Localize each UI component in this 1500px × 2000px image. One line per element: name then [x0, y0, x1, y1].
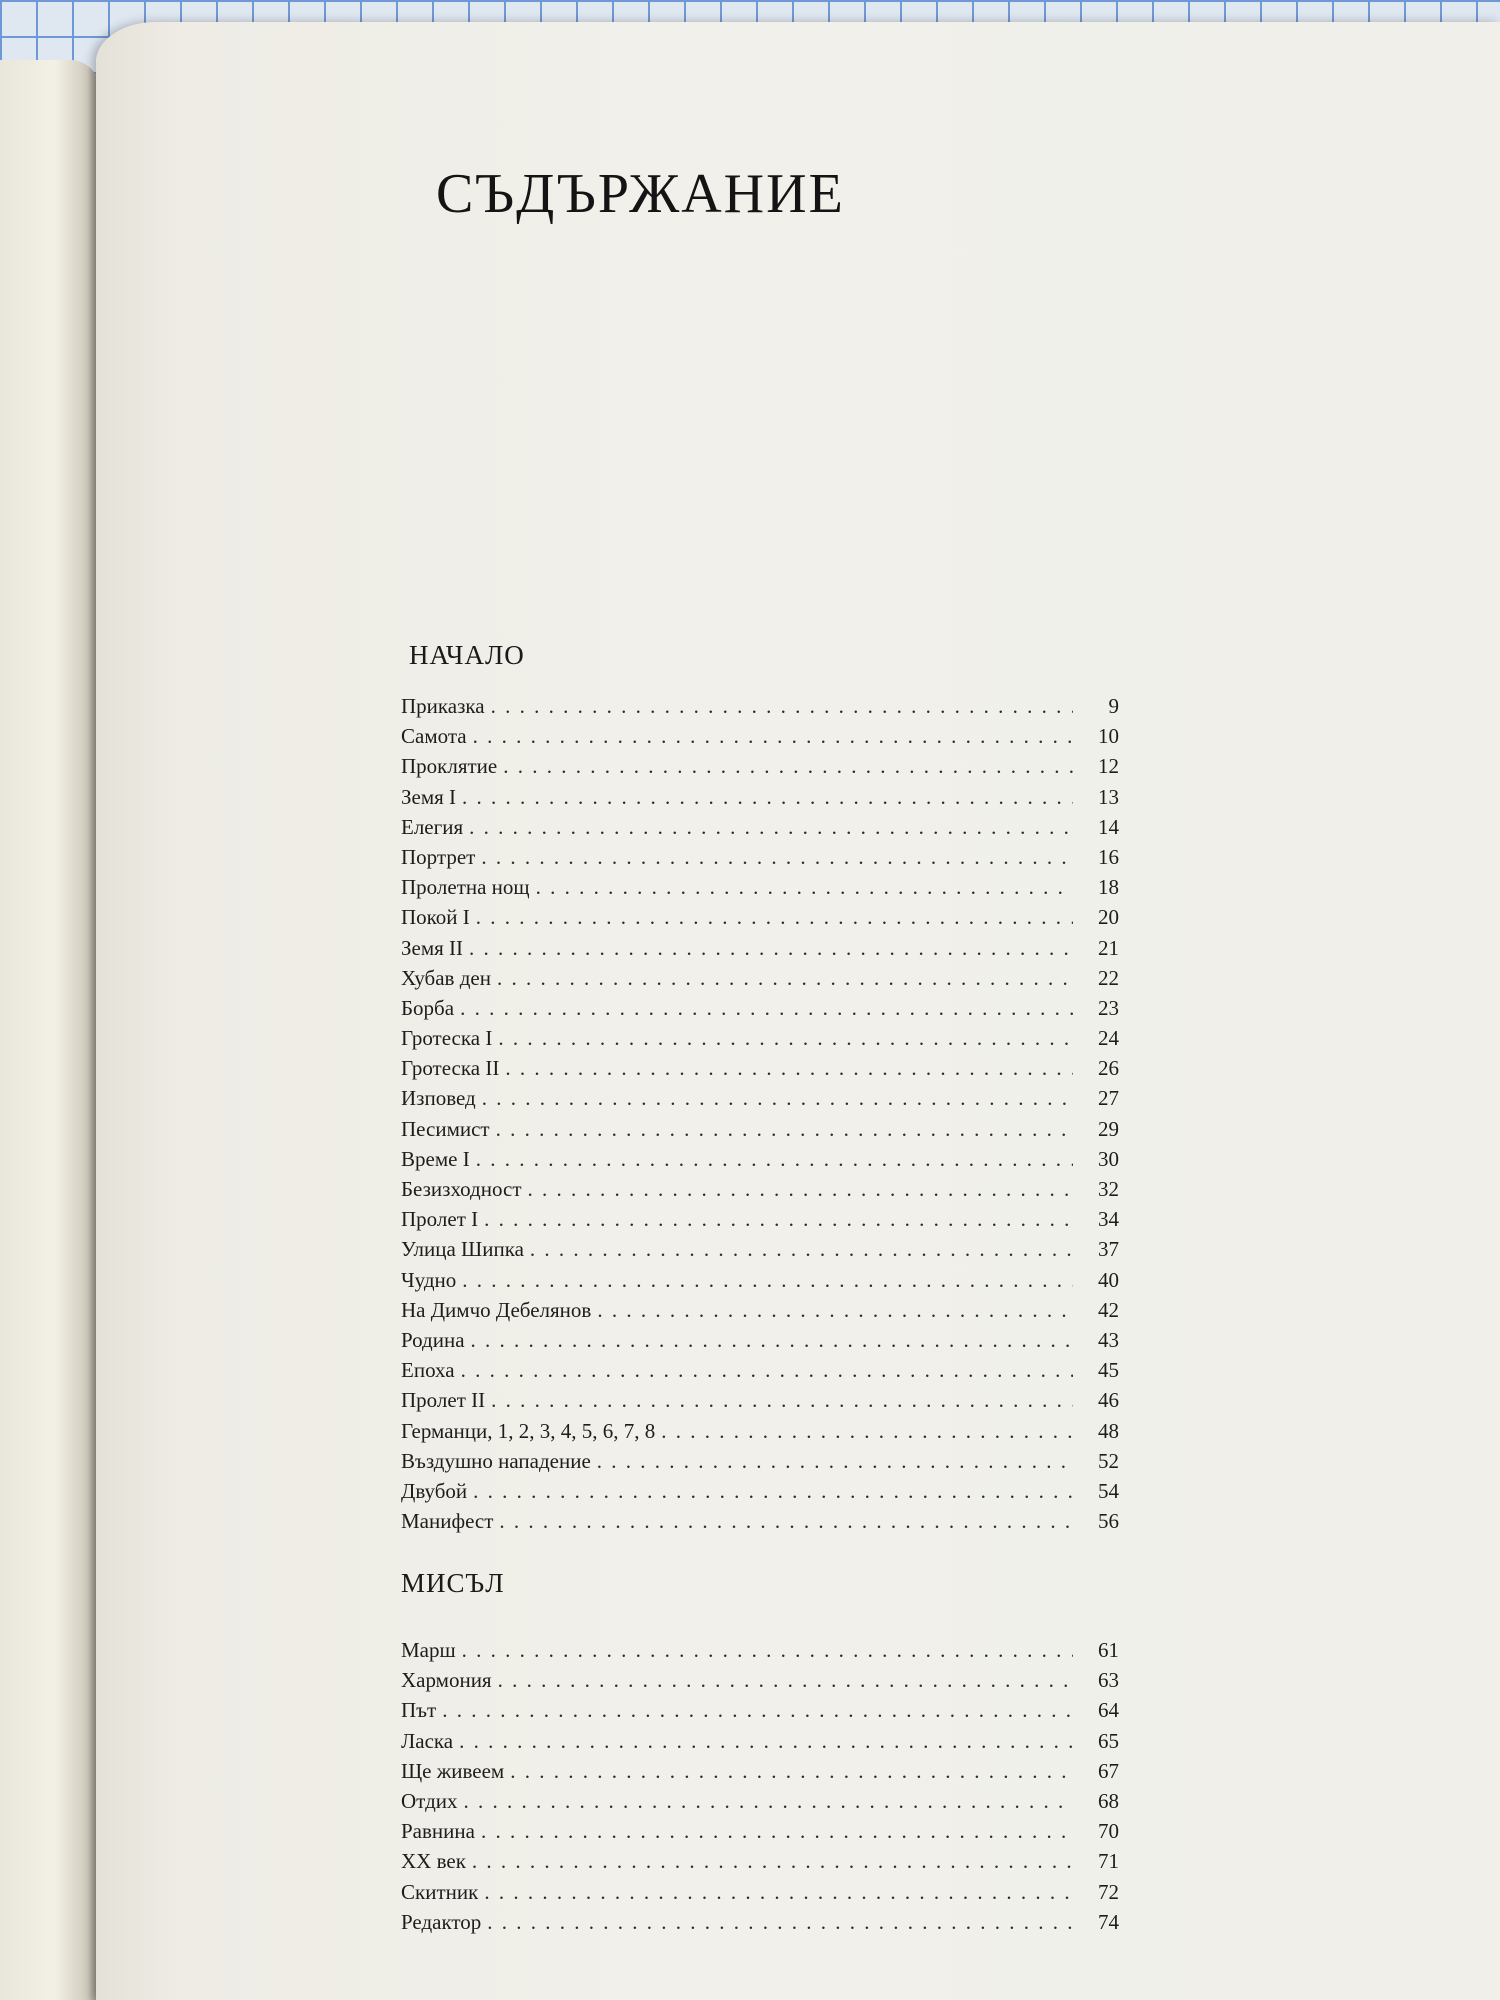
toc-entry-title: На Димчо Дебелянов [401, 1297, 592, 1322]
toc-entry-page-number: 29 [1098, 1116, 1119, 1141]
toc-entry [401, 694, 1121, 724]
toc-entry-title: Епоха [401, 1358, 455, 1383]
toc-entry-title: Покой I [401, 905, 470, 930]
dot-leader [661, 1419, 1073, 1444]
dot-leader [503, 754, 1073, 779]
toc-entry [401, 1910, 1121, 1940]
toc-entry [401, 1086, 1121, 1116]
toc-entry [401, 1789, 1121, 1819]
toc-entry-page-number: 13 [1098, 784, 1119, 809]
toc-entry [401, 1117, 1121, 1147]
toc-entry-page-number: 26 [1098, 1056, 1119, 1081]
toc-entry [401, 785, 1121, 815]
toc-entry [401, 1147, 1121, 1177]
dot-leader [484, 1880, 1073, 1905]
dot-leader [461, 1358, 1073, 1383]
toc-entry-title: Гротеска I [401, 1026, 493, 1051]
dot-leader [481, 845, 1073, 870]
toc-entry-page-number: 72 [1098, 1879, 1119, 1904]
toc-entry-page-number: 40 [1098, 1267, 1119, 1292]
dot-leader [476, 905, 1073, 930]
toc-entry [401, 1056, 1121, 1086]
dot-leader [473, 724, 1073, 749]
toc-entry [401, 1819, 1121, 1849]
page-title: СЪДЪРЖАНИЕ [436, 163, 845, 225]
toc-entry-page-number: 10 [1098, 724, 1119, 749]
dot-leader [498, 1668, 1073, 1693]
toc-entry [401, 1298, 1121, 1328]
toc-entry-title: Самота [401, 724, 467, 749]
toc-entry [401, 754, 1121, 784]
dot-leader [597, 1298, 1073, 1323]
dot-leader [462, 1268, 1073, 1293]
toc-entry [401, 1849, 1121, 1879]
toc-entry-page-number: 70 [1098, 1819, 1119, 1844]
toc-entry-page-number: 12 [1098, 754, 1119, 779]
toc-entry [401, 996, 1121, 1026]
dot-leader [460, 996, 1073, 1021]
toc-entry [401, 936, 1121, 966]
toc-entry-title: Германци, 1, 2, 3, 4, 5, 6, 7, 8 [401, 1418, 656, 1443]
toc-entry-page-number: 32 [1098, 1177, 1119, 1201]
toc-entry-page-number: 68 [1098, 1788, 1119, 1813]
dot-leader [510, 1759, 1073, 1784]
toc-entry-page-number: 64 [1098, 1698, 1119, 1723]
toc-entry-title: Пролетна нощ [401, 875, 530, 900]
toc-entry-title: Чудно [401, 1267, 457, 1292]
toc-entry-page-number: 14 [1098, 814, 1119, 839]
toc-entry [401, 1698, 1121, 1728]
toc-entry-page-number: 37 [1098, 1237, 1119, 1262]
toc-entry [401, 1419, 1121, 1449]
toc-entry-page-number: 45 [1098, 1358, 1119, 1383]
toc-entry [401, 1668, 1121, 1698]
toc-entry-page-number: 34 [1098, 1207, 1119, 1232]
dot-leader [469, 815, 1073, 840]
toc-entry [401, 1449, 1121, 1479]
toc-entry-title: Хармония [401, 1668, 492, 1693]
toc-section-misal [401, 1568, 1121, 1940]
toc-entry [401, 1880, 1121, 1910]
toc-entry [401, 845, 1121, 875]
toc-entry-title: Време I [401, 1146, 470, 1171]
toc-entry [401, 815, 1121, 845]
dot-leader [491, 1388, 1073, 1413]
toc-entry-title: Приказка [401, 694, 485, 718]
toc-entry-title: Песимист [401, 1116, 490, 1141]
toc-entry [401, 1328, 1121, 1358]
dot-leader [530, 1237, 1073, 1262]
dot-leader [472, 1849, 1073, 1874]
toc-entry [401, 1177, 1121, 1207]
toc-entry [401, 875, 1121, 905]
dot-leader [499, 1509, 1073, 1534]
toc-entry-page-number: 56 [1098, 1509, 1119, 1534]
toc-list [401, 694, 1121, 1539]
toc-entry-title: Проклятие [401, 754, 498, 779]
dot-leader [476, 1147, 1073, 1172]
toc-entry [401, 966, 1121, 996]
toc-entry [401, 1509, 1121, 1539]
toc-entry-page-number: 71 [1098, 1849, 1119, 1874]
book-page [96, 22, 1500, 2000]
toc-entry-page-number: 52 [1098, 1448, 1119, 1473]
dot-leader [597, 1449, 1073, 1474]
dot-leader [505, 1056, 1073, 1081]
toc-entry-title: XX век [401, 1849, 466, 1874]
dot-leader [498, 1026, 1073, 1051]
toc-list [401, 1638, 1121, 1940]
toc-entry [401, 1358, 1121, 1388]
toc-entry-title: Хубав ден [401, 965, 491, 990]
toc-entry-title: Елегия [401, 814, 464, 839]
toc-entry-title: Марш [401, 1638, 456, 1662]
toc-entry-page-number: 67 [1098, 1758, 1119, 1783]
toc-entry-title: Портрет [401, 844, 476, 869]
toc-entry [401, 1388, 1121, 1418]
toc-entry [401, 1729, 1121, 1759]
toc-entry-page-number: 18 [1098, 875, 1119, 900]
dot-leader [491, 694, 1073, 719]
toc-entry-page-number: 54 [1098, 1478, 1119, 1503]
dot-leader [528, 1177, 1073, 1202]
toc-entry-title: Земя II [401, 935, 464, 960]
toc-entry-page-number: 65 [1098, 1728, 1119, 1753]
toc-entry-title: Отдих [401, 1788, 458, 1813]
toc-entry-title: Ще живеем [401, 1758, 505, 1783]
dot-leader [497, 966, 1073, 991]
toc-entry-page-number: 48 [1098, 1418, 1119, 1443]
toc-entry-page-number: 61 [1098, 1638, 1119, 1662]
toc-entry-page-number: 22 [1098, 965, 1119, 990]
dot-leader [459, 1729, 1073, 1754]
toc-entry-title: Манифест [401, 1509, 494, 1534]
toc-entry-title: Въздушно нападение [401, 1448, 591, 1473]
toc-entry-page-number: 27 [1098, 1086, 1119, 1111]
dot-leader [442, 1698, 1073, 1723]
toc-entry-title: Двубой [401, 1478, 468, 1503]
toc-entry [401, 1207, 1121, 1237]
toc-entry [401, 1759, 1121, 1789]
dot-leader [469, 936, 1073, 961]
toc-entry-title: Безизходност [401, 1177, 522, 1201]
dot-leader [464, 1789, 1074, 1814]
toc-entry-page-number: 23 [1098, 995, 1119, 1020]
toc-entry-page-number: 46 [1098, 1388, 1119, 1413]
toc-entry-title: Борба [401, 995, 455, 1020]
toc-entry [401, 1268, 1121, 1298]
toc-entry-title: Ласка [401, 1728, 454, 1753]
toc-entry-title: Скитник [401, 1879, 479, 1904]
dot-leader [481, 1819, 1073, 1844]
toc-entry-page-number: 42 [1098, 1297, 1119, 1322]
toc-entry-page-number: 24 [1098, 1026, 1119, 1051]
toc-entry-page-number: 30 [1098, 1146, 1119, 1171]
dot-leader [482, 1086, 1073, 1111]
previous-page-edge [0, 60, 100, 2000]
toc-entry [401, 1479, 1121, 1509]
toc-entry-title: Изповед [401, 1086, 476, 1111]
section-heading: НАЧАЛО [409, 640, 525, 670]
toc-section-nachalo [401, 640, 1121, 1539]
toc-entry-title: Път [401, 1698, 437, 1723]
toc-entry [401, 1237, 1121, 1267]
toc-entry [401, 905, 1121, 935]
toc-entry-page-number: 63 [1098, 1668, 1119, 1693]
section-heading: МИСЪЛ [401, 1568, 505, 1598]
toc-entry-title: Равнина [401, 1819, 475, 1844]
toc-entry-page-number: 20 [1098, 905, 1119, 930]
dot-leader [536, 875, 1073, 900]
toc-entry-page-number: 21 [1098, 935, 1119, 960]
toc-entry [401, 1026, 1121, 1056]
toc-entry-title: Пролет II [401, 1388, 486, 1413]
dot-leader [462, 785, 1073, 810]
dot-leader [484, 1207, 1073, 1232]
dot-leader [496, 1117, 1073, 1142]
toc-entry-title: Пролет I [401, 1207, 479, 1232]
toc-entry-title: Земя I [401, 784, 457, 809]
toc-entry-page-number: 74 [1098, 1909, 1119, 1934]
toc-entry [401, 1638, 1121, 1668]
toc-entry-title: Редактор [401, 1909, 482, 1934]
toc-entry-title: Улица Шипка [401, 1237, 524, 1262]
toc-entry-title: Родина [401, 1327, 465, 1352]
toc-entry-page-number: 43 [1098, 1327, 1119, 1352]
toc-entry-title: Гротеска II [401, 1056, 500, 1081]
dot-leader [487, 1910, 1073, 1935]
dot-leader [462, 1638, 1073, 1663]
toc-entry [401, 724, 1121, 754]
dot-leader [473, 1479, 1073, 1504]
dot-leader [471, 1328, 1073, 1353]
toc-entry-page-number: 16 [1098, 844, 1119, 869]
toc-entry-page-number: 9 [1108, 694, 1119, 718]
